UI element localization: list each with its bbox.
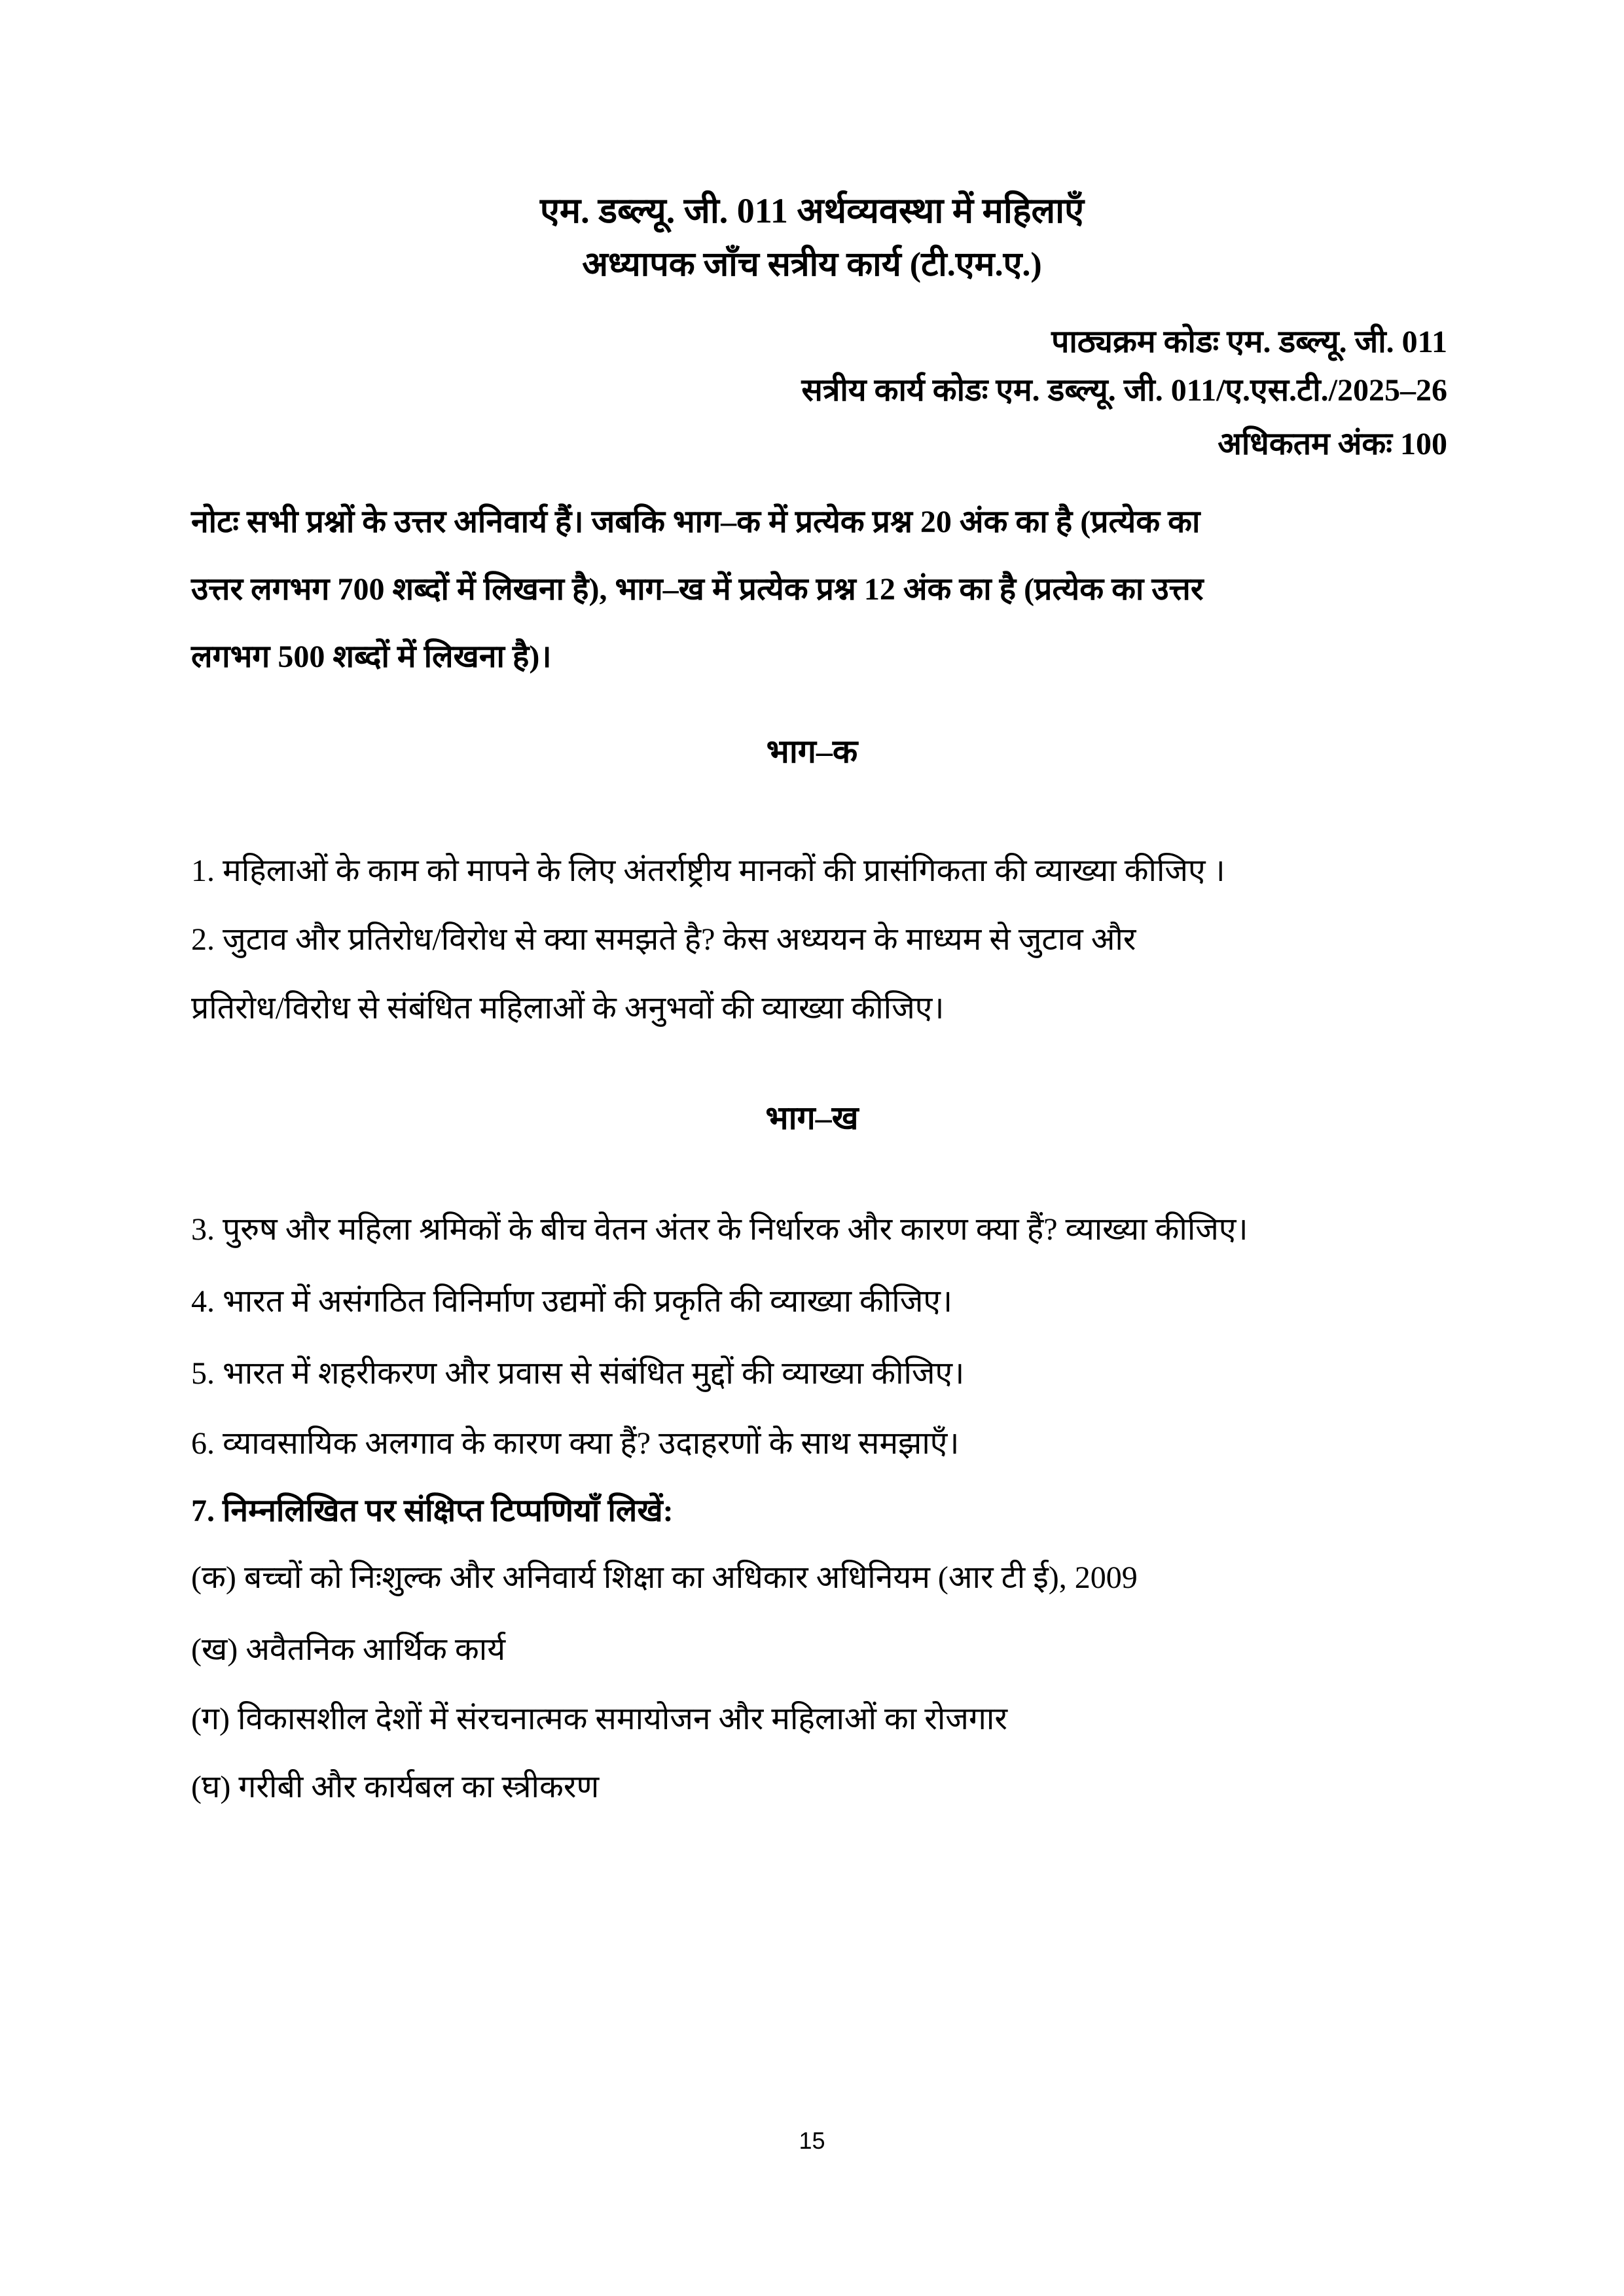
- section-a-heading: भाग–क: [766, 733, 858, 770]
- note-line-1: नोटः सभी प्रश्नों के उत्तर अनिवार्य हैं। जबकि भाग–क में प्रत्येक प्रश्न 20 अंक का है (प्रत्येक का: [191, 505, 1200, 539]
- question-2-line-1: 2. जुटाव और प्रतिरोध/विरोध से क्या समझते है? केस अध्ययन के माध्यम से जुटाव और: [191, 922, 1136, 957]
- instructions-note: [191, 488, 1454, 691]
- question-7-item-gha: (घ) गरीबी और कार्यबल का स्त्रीकरण: [191, 1770, 600, 1804]
- assignment-code-line: सत्रीय कार्य कोडः एम. डब्ल्यू. जी. 011/ए.एस.टी./2025–26: [801, 373, 1447, 408]
- course-code-line: पाठ्यक्रम कोडः एम. डब्ल्यू. जी. 011: [1051, 325, 1447, 359]
- max-marks-line: अधिकतम अंकः 100: [1218, 427, 1447, 461]
- question-5: 5. भारत में शहरीकरण और प्रवास से संबंधित मुद्दों की व्याख्या कीजिए।: [191, 1356, 965, 1391]
- question-3: 3. पुरुष और महिला श्रमिकों के बीच वेतन अंतर के निर्धारक और कारण क्या हैं? व्याख्या कीजिए।: [191, 1212, 1248, 1247]
- course-title: एम. डब्ल्यू. जी. 011 अर्थव्यवस्था में महिलाएँ: [539, 191, 1085, 230]
- page-number: 15: [799, 2127, 825, 2154]
- question-2-line-2: प्रतिरोध/विरोध से संबंधित महिलाओं के अनुभवों की व्याख्या कीजिए।: [191, 991, 945, 1026]
- assignment-type-subtitle: अध्यापक जाँच सत्रीय कार्य (टी.एम.ए.): [582, 246, 1042, 283]
- question-7-heading: 7. निम्नलिखित पर संक्षिप्त टिप्पणियाँ लिखें:: [191, 1494, 674, 1528]
- note-line-2: उत्तर लगभग 700 शब्दों में लिखना है), भाग–ख में प्रत्येक प्रश्न 12 अंक का है (प्रत्येक का उत्तर: [191, 572, 1204, 607]
- question-6: 6. व्यावसायिक अलगाव के कारण क्या हैं? उदाहरणों के साथ समझाएँ।: [191, 1426, 960, 1461]
- section-b-heading: भाग–ख: [765, 1100, 859, 1136]
- question-7-item-ga: (ग) विकासशील देशों में संरचनात्मक समायोजन और महिलाओं का रोजगार: [191, 1702, 1007, 1736]
- question-4: 4. भारत में असंगठित विनिर्माण उद्यमों की प्रकृति की व्याख्या कीजिए।: [191, 1284, 953, 1319]
- question-1: 1. महिलाओं के काम को मापने के लिए अंतर्राष्ट्रीय मानकों की प्रासंगिकता की व्याख्या कीजिए ।: [191, 853, 1225, 888]
- question-7-item-ka: (क) बच्चों को निःशुल्क और अनिवार्य शिक्षा का अधिकार अधिनियम (आर टी ई), 2009: [191, 1560, 1138, 1595]
- note-line-3: लगभग 500 शब्दों में लिखना है)।: [191, 639, 552, 674]
- question-7-item-kha: (ख) अवैतनिक आर्थिक कार्य: [191, 1632, 506, 1667]
